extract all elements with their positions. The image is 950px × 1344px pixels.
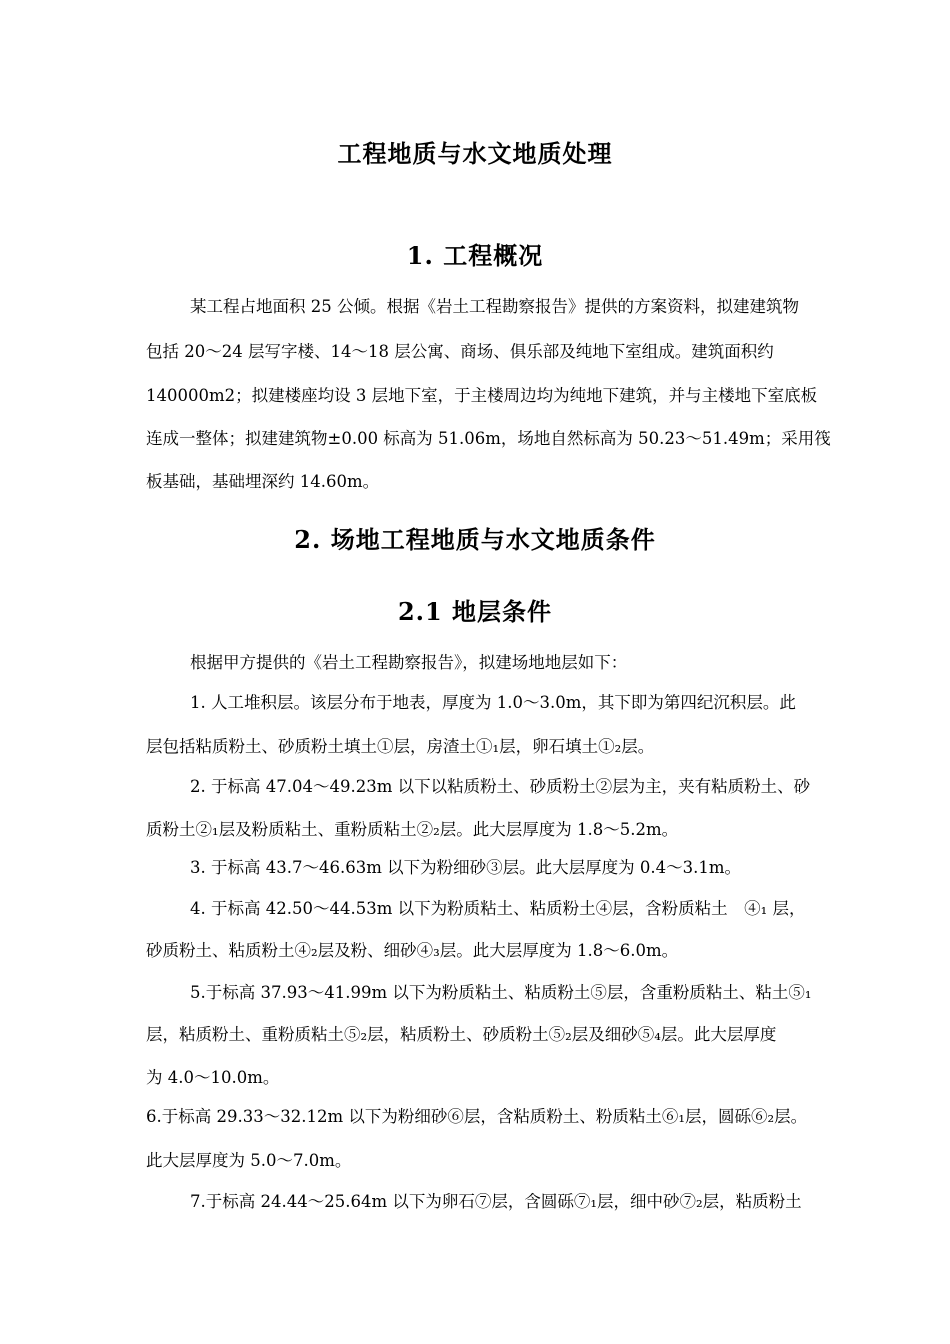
paragraph-line: 根据甲方提供的《岩土工程勘察报告》，拟建场地地层如下： [190,653,628,672]
paragraph-line: 连成一整体；拟建建筑物±0.00 标高为 51.06m，场地自然标高为 50.23～51.49m；采用筏 [146,429,831,448]
list-item-line: 砂质粉土、粘质粉土④₂层及粉、细砂④₃层。此大层厚度为 1.8～6.0m。 [146,941,679,960]
section-1-heading: 1. 工程概况 [406,241,544,270]
list-item-line: 5.于标高 37.93～41.99m 以下为粉质粘土、粘质粉土⑤层，含重粉质粘土、粘土⑤₁ [190,983,812,1002]
paragraph-line: 板基础，基础埋深约 14.60m。 [146,472,380,491]
section-2-1-heading: 2.1 地层条件 [397,597,553,626]
list-item-line: 1. 人工堆积层。该层分布于地表，厚度为 1.0～3.0m，其下即为第四纪沉积层。此 [190,693,796,712]
list-item-line: 3. 于标高 43.7～46.63m 以下为粉细砂③层。此大层厚度为 0.4～3.1m。 [190,858,741,877]
list-item-line: 4. 于标高 42.50～44.53m 以下为粉质粘土、粘质粉土④层，含粉质粘土 ④₁ 层， [190,899,806,918]
document-title: 工程地质与水文地质处理 [337,139,613,168]
list-item-line: 2. 于标高 47.04～49.23m 以下以粘质粉土、砂质粉土②层为主，夹有粘质粉土、砂 [190,777,811,796]
section-2-heading: 2. 场地工程地质与水文地质条件 [294,525,656,554]
list-item-line: 此大层厚度为 5.0～7.0m。 [146,1151,352,1170]
list-item-line: 7.于标高 24.44～25.64m 以下为卵石⑦层，含圆砾⑦₁层，细中砂⑦₂层，粘质粉土 [190,1192,802,1211]
paragraph-line: 某工程占地面积 25 公倾。根据《岩土工程勘察报告》提供的方案资料，拟建建筑物 [190,297,799,316]
list-item-line: 层，粘质粉土、重粉质粘土⑤₂层，粘质粉土、砂质粉土⑤₂层及细砂⑤₄层。此大层厚度 [146,1025,777,1044]
list-item-line: 6.于标高 29.33～32.12m 以下为粉细砂⑥层，含粘质粉土、粉质粘土⑥₁层，圆砾⑥₂层。 [146,1107,808,1126]
list-item-line: 质粉土②₁层及粉质粘土、重粉质粘土②₂层。此大层厚度为 1.8～5.2m。 [146,820,679,839]
paragraph-line: 包括 20～24 层写字楼、14～18 层公寓、商场、俱乐部及纯地下室组成。建筑面积约 [146,342,774,361]
paragraph-line: 140000m2；拟建楼座均设 3 层地下室，于主楼周边均为纯地下建筑，并与主楼地下室底板 [146,386,818,405]
list-item-line: 层包括粘质粉土、砂质粉土填土①层，房渣土①₁层，卵石填土①₂层。 [146,737,655,756]
list-item-line: 为 4.0～10.0m。 [146,1068,280,1087]
